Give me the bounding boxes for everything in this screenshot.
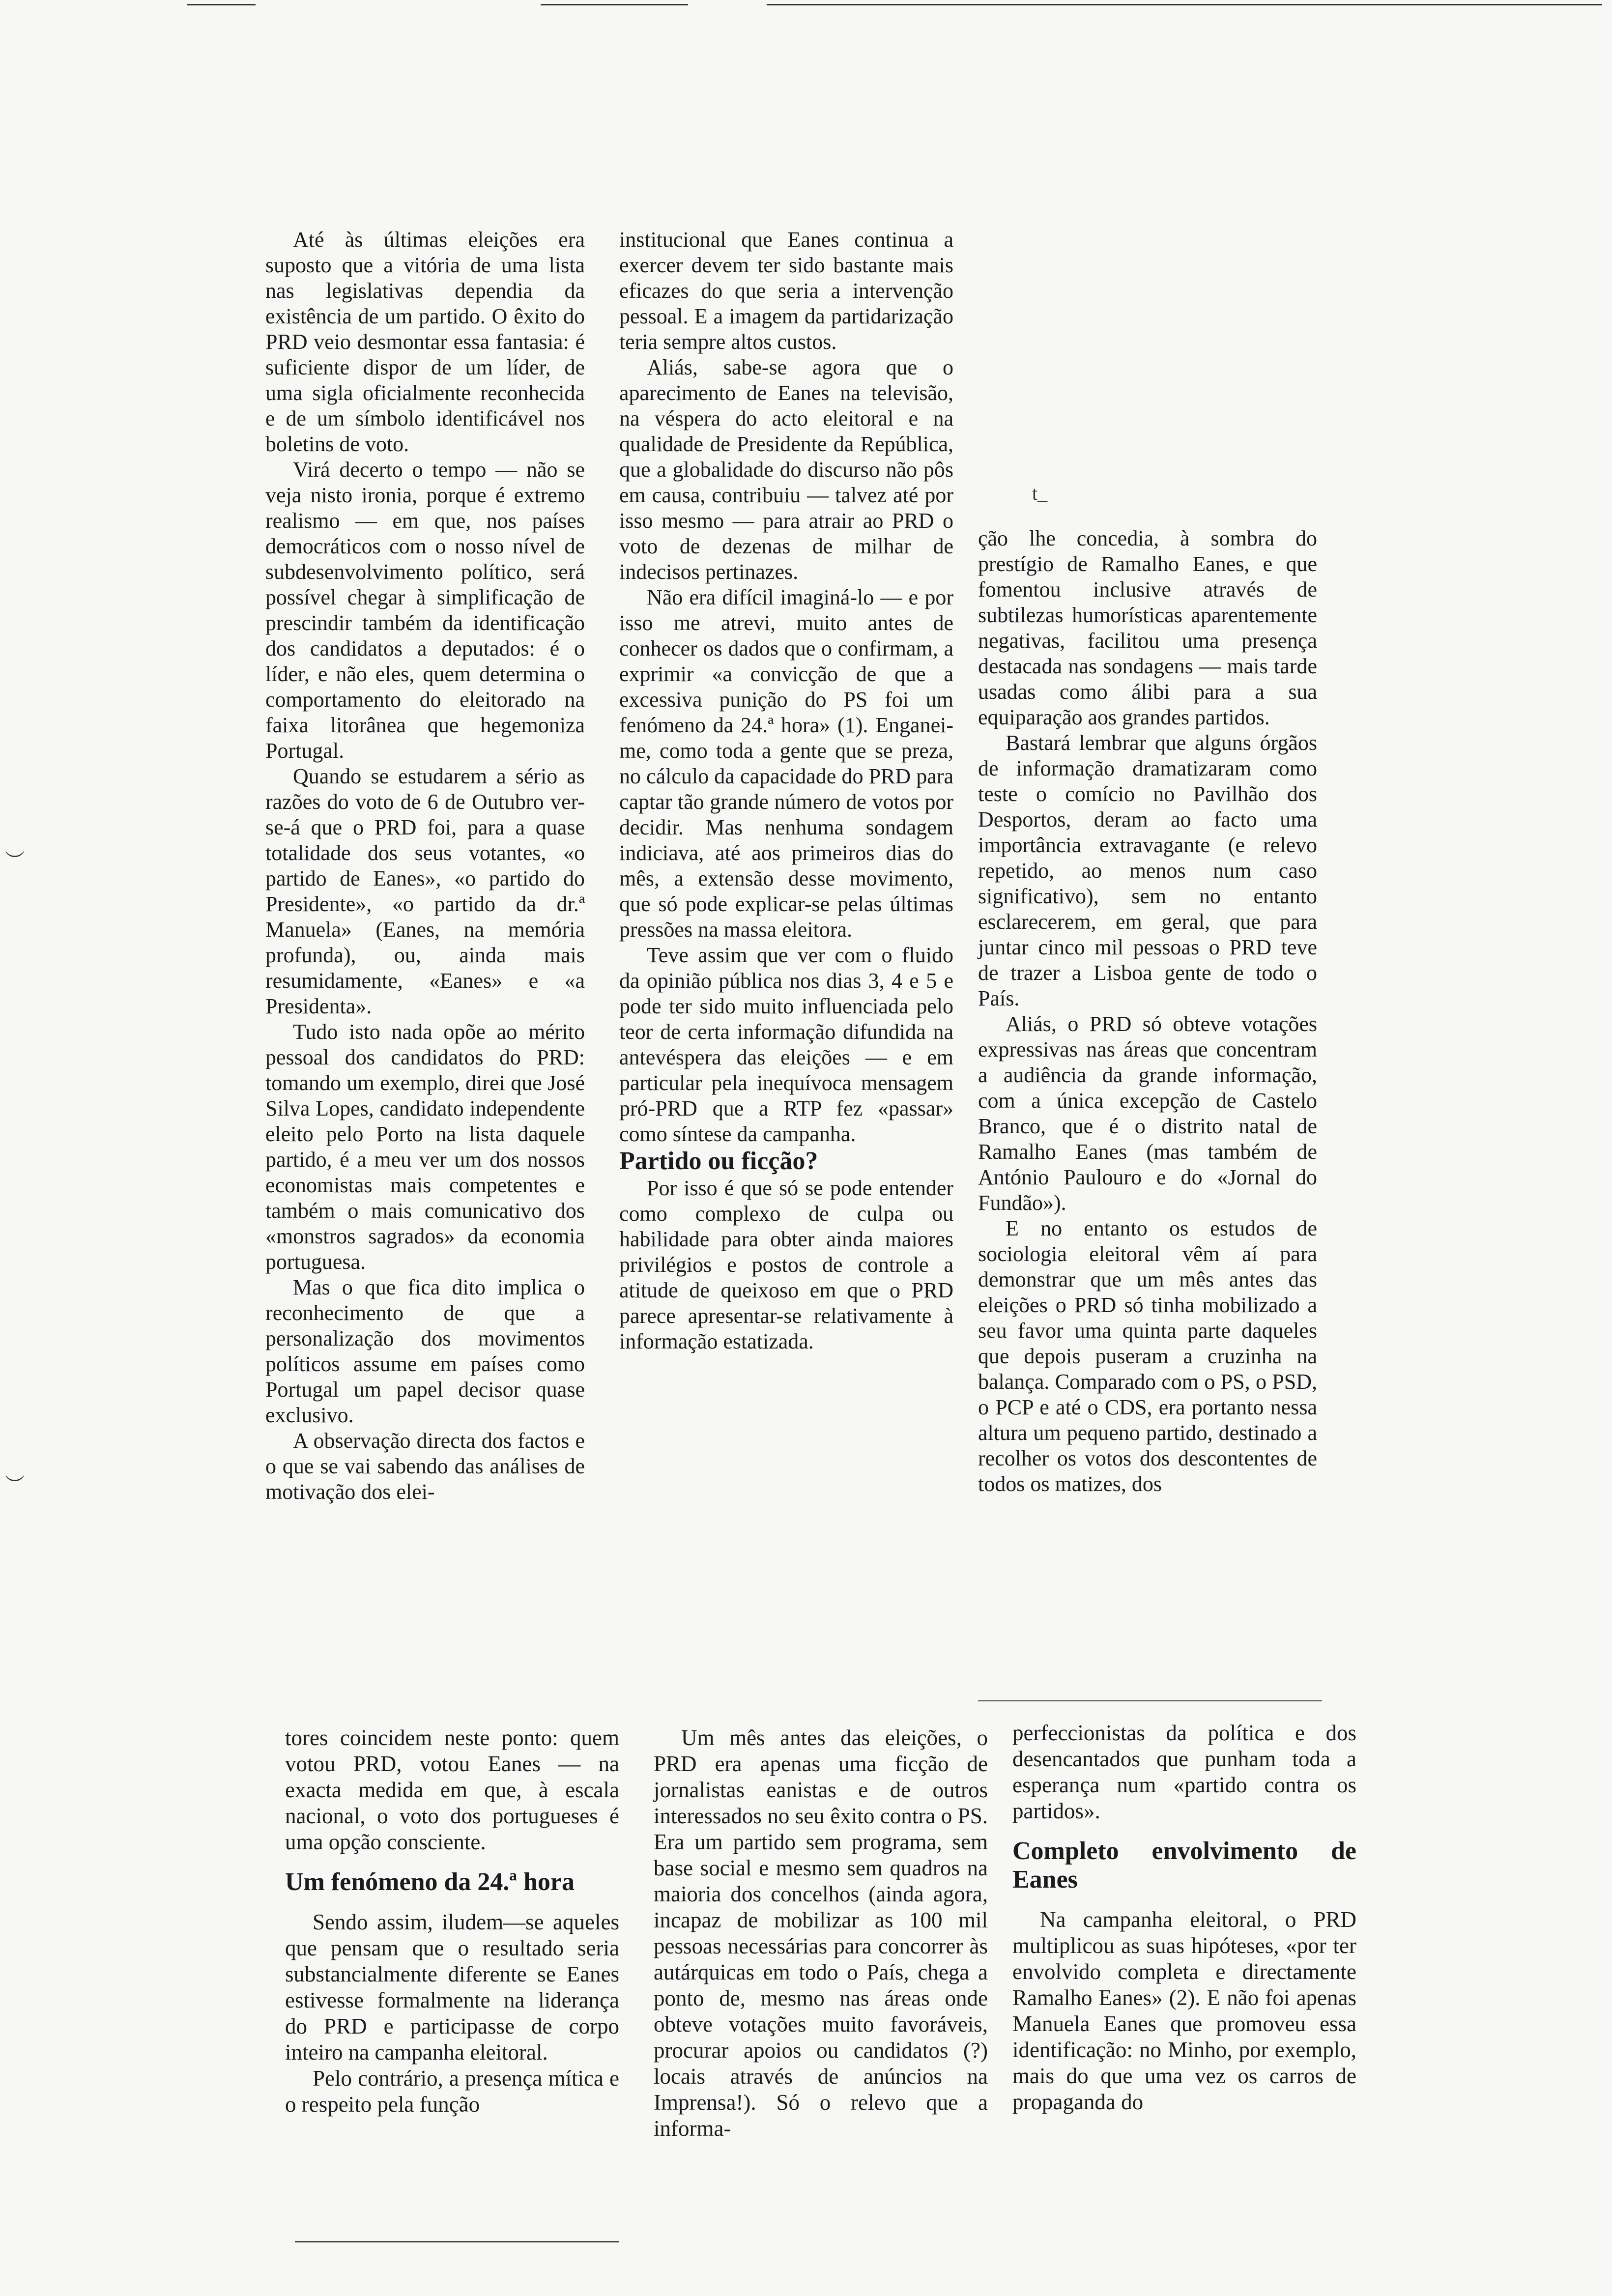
- scan-edge-line: [767, 4, 1602, 5]
- article-column-upper-left: [265, 227, 585, 1505]
- binder-hole-mark: ︶: [5, 850, 25, 872]
- section-heading: Um fenómeno da 24.ª hora: [285, 1868, 575, 1896]
- section-heading: Completo envolvimento de Eanes: [1012, 1837, 1356, 1894]
- article-column-upper-right: [978, 526, 1317, 1497]
- paragraph: Tudo isto nada opõe ao mérito pessoal dos candidatos do PRD: tomando um exemplo, direi que José Silva Lopes, candidato independente eleito pelo Porto na lista daquele partido, é a meu ver um dos nossos economistas mais competentes e também o mais comunicativo dos «monstros sagrados» da economia portuguesa.: [265, 1020, 585, 1274]
- stray-ink-mark: t_: [1032, 482, 1048, 504]
- binder-hole-mark: ︶: [5, 1474, 25, 1496]
- paragraph: Um mês antes das eleições, o PRD era apenas uma ficção de jornalistas eanistas e de outros interessados no seu êxito contra o PS. Era um partido sem programa, sem base social e mesmo sem quadros na maioria dos concelhos (ainda agora, incapaz de mobilizar as 100 mil pessoas necessárias para concorrer às autárquicas em todo o País, chega a ponto de, mesmo nas áreas onde obteve votações muito favoráveis, procurar apoios ou candidatos (?) locais através de anúncios na Imprensa!). Só o relevo que a informa-: [654, 1725, 988, 2141]
- paragraph: Teve assim que ver com o fluido da opinião pública nos dias 3, 4 e 5 e pode ter sido muito influenciada pelo teor de certa informação difundida na antevéspera das eleições — e em particular pela inequívoca mensagem pró-PRD que a RTP fez «passar» como síntese da campanha.: [619, 943, 953, 1146]
- paragraph: Não era difícil imaginá-lo — e por isso me atrevi, muito antes de conhecer os dados que o confirmam, a exprimir «a convicção de que a excessiva punição do PS foi um fenómeno da 24.ª hora» (1). Enganei-me, como toda a gente que se preza, no cálculo da capacidade do PRD para captar tão grande número de votos por decidir. Mas nenhuma sondagem indiciava, até aos primeiros dias do mês, a extensão desse movimento, que só pode explicar-se pelas últimas pressões na massa eleitora.: [619, 585, 953, 942]
- paragraph: institucional que Eanes continua a exercer devem ter sido bastante mais eficazes do que seria a intervenção pessoal. E a imagem da partidarização teria sempre altos custos.: [619, 228, 953, 354]
- paragraph: Pelo contrário, a presença mítica e o respeito pela função: [285, 2066, 619, 2117]
- article-column-lower-middle: [654, 1725, 988, 2142]
- scan-edge-line: [187, 4, 256, 5]
- paragraph: Aliás, o PRD só obteve votações expressivas nas áreas que concentram a audiência da grande informação, com a única excepção de Castelo Branco, que é o distrito natal de Ramalho Eanes (mas também de António Paulouro e do «Jornal do Fundão»).: [978, 1012, 1317, 1215]
- section-divider: [978, 1700, 1322, 1701]
- paragraph: Por isso é que só se pode entender como complexo de culpa ou habilidade para obter ainda maiores privilégios e postos de controle a atitude de queixoso em que o PRD parece apresentar-se relativamente à informação estatizada.: [619, 1176, 953, 1353]
- paragraph: A observação directa dos factos e o que se vai sabendo das análises de motivação dos elei-: [265, 1429, 585, 1504]
- paragraph: Até às últimas eleições era suposto que a vitória de uma lista nas legislativas dependia da existência de um partido. O êxito do PRD veio desmontar essa fantasia: é suficiente dispor de um líder, de uma sigla oficialmente reconhecida e de um símbolo identificável nos boletins de voto.: [265, 228, 585, 456]
- paragraph: tores coincidem neste ponto: quem votou PRD, votou Eanes — na exacta medida em que, à escala nacional, o voto dos portugueses é uma opção consciente.: [285, 1725, 619, 1854]
- paragraph: Bastará lembrar que alguns órgãos de informação dramatizaram como teste o comício no Pavilhão dos Desportos, deram ao facto uma importância extravagante (e relevo repetido, ao menos num caso significativo), sem no entanto esclarecerem, em geral, que para juntar cinco mil pessoas o PRD teve de trazer a Lisboa gente de todo o País.: [978, 731, 1317, 1010]
- article-column-lower-left: [285, 1725, 619, 2118]
- paragraph: Virá decerto o tempo — não se veja nisto ironia, porque é extremo realismo — em que, nos países democráticos com o nosso nível de subdesenvolvimento político, será possível chegar à simplificação de prescindir também da identificação dos candidatos a deputados: é o líder, e não eles, quem determina o comportamento do eleitorado na faixa litorânea que hegemoniza Portugal.: [265, 458, 585, 763]
- article-column-upper-middle: [619, 227, 953, 1354]
- scan-edge-line: [541, 4, 688, 5]
- section-heading: Partido ou ficção?: [619, 1147, 818, 1175]
- paragraph: ção lhe concedia, à sombra do prestígio de Ramalho Eanes, e que fomentou inclusive através de subtilezas humorísticas aparentemente negativas, facilitou uma presença destacada nas sondagens — mais tarde usadas como álibi para a sua equiparação aos grandes partidos.: [978, 526, 1317, 729]
- paragraph: E no entanto os estudos de sociologia eleitoral vêm aí para demonstrar que um mês antes das eleições o PRD só tinha mobilizado a seu favor uma quinta parte daqueles que depois puseram a cruzinha na balança. Comparado com o PS, o PSD, o PCP e até o CDS, era portanto nessa altura um pequeno partido, destinado a recolher os votos dos descontentes de todos os matizes, dos: [978, 1216, 1317, 1496]
- paragraph: Sendo assim, iludem—se aqueles que pensam que o resultado seria substancialmente diferente se Eanes estivesse formalmente na liderança do PRD e participasse de corpo inteiro na campanha eleitoral.: [285, 1910, 619, 2065]
- paragraph: Aliás, sabe-se agora que o aparecimento de Eanes na televisão, na véspera do acto eleitoral e na qualidade de Presidente da República, que a globalidade do discurso não pôs em causa, contribuiu — talvez até por isso mesmo — para atrair ao PRD o voto de dezenas de milhar de indecisos pertinazes.: [619, 355, 953, 584]
- paragraph: Mas o que fica dito implica o reconhecimento de que a personalização dos movimentos políticos assume em países como Portugal um papel decisor quase exclusivo.: [265, 1275, 585, 1427]
- paragraph: Na campanha eleitoral, o PRD multiplicou as suas hipóteses, «por ter envolvido completa e directamente Ramalho Eanes» (2). E não foi apenas Manuela Eanes que promoveu essa identificação: no Minho, por exemplo, mais do que uma vez os carros de propaganda do: [1012, 1907, 1356, 2114]
- paragraph: perfeccionistas da política e dos desencantados que punham toda a esperança num «partido contra os partidos».: [1012, 1721, 1356, 1823]
- article-column-lower-right: [1012, 1720, 1356, 2115]
- paragraph: Quando se estudarem a sério as razões do voto de 6 de Outubro ver-se-á que o PRD foi, para a quase totalidade dos seus votantes, «o partido de Eanes», «o partido do Presidente», «o partido da dr.ª Manuela» (Eanes, na memória profunda), ou, ainda mais resumidamente, «Eanes» e «a Presidenta».: [265, 764, 585, 1018]
- column-end-rule: [295, 2241, 619, 2242]
